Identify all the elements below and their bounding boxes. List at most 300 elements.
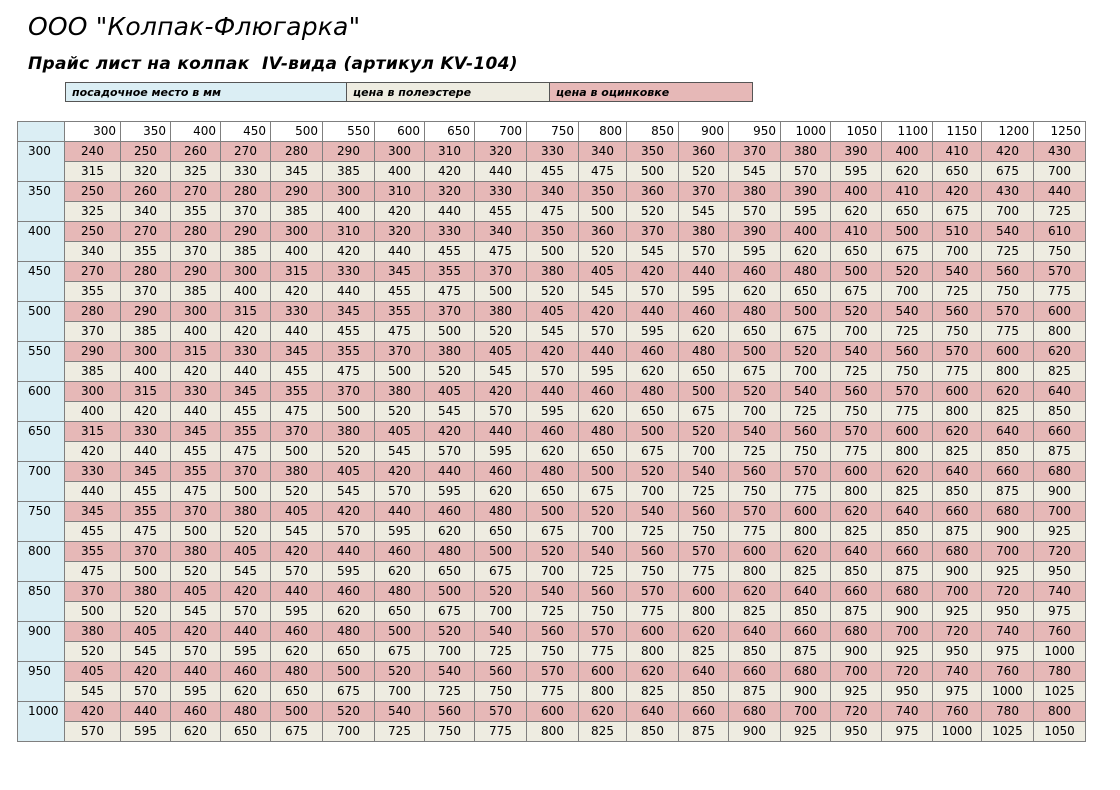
zinc-price-cell: 405 <box>527 302 579 322</box>
table-row <box>18 562 1086 582</box>
polyester-price-cell: 825 <box>882 482 933 502</box>
zinc-price-cell: 520 <box>579 502 627 522</box>
polyester-price-cell: 950 <box>831 722 882 742</box>
polyester-price-cell: 800 <box>982 362 1034 382</box>
polyester-price-cell: 725 <box>882 322 933 342</box>
polyester-price-cell: 400 <box>171 322 221 342</box>
zinc-price-cell: 560 <box>982 262 1034 282</box>
zinc-price-cell: 560 <box>679 502 729 522</box>
zinc-price-cell: 720 <box>1034 542 1086 562</box>
polyester-price-cell: 675 <box>982 162 1034 182</box>
zinc-price-cell: 330 <box>475 182 527 202</box>
zinc-price-cell: 480 <box>679 342 729 362</box>
zinc-price-cell: 520 <box>475 582 527 602</box>
polyester-price-cell: 620 <box>323 602 375 622</box>
table-row <box>18 502 1086 522</box>
zinc-price-cell: 405 <box>271 502 323 522</box>
polyester-price-cell: 650 <box>627 402 679 422</box>
polyester-price-cell: 900 <box>729 722 781 742</box>
polyester-price-cell: 400 <box>121 362 171 382</box>
zinc-price-cell: 600 <box>882 422 933 442</box>
polyester-price-cell: 595 <box>375 522 425 542</box>
polyester-price-cell: 700 <box>781 362 831 382</box>
polyester-price-cell: 440 <box>171 402 221 422</box>
zinc-price-cell: 480 <box>527 462 579 482</box>
zinc-price-cell: 460 <box>221 662 271 682</box>
polyester-price-cell: 545 <box>475 362 527 382</box>
table-row <box>18 622 1086 642</box>
polyester-price-cell: 900 <box>1034 482 1086 502</box>
polyester-price-cell: 400 <box>221 282 271 302</box>
zinc-price-cell: 300 <box>323 182 375 202</box>
zinc-price-cell: 440 <box>475 422 527 442</box>
zinc-price-cell: 430 <box>1034 142 1086 162</box>
zinc-price-cell: 480 <box>323 622 375 642</box>
polyester-price-cell: 825 <box>729 602 781 622</box>
column-header: 600 <box>375 122 425 142</box>
polyester-price-cell: 520 <box>527 282 579 302</box>
polyester-price-cell: 325 <box>171 162 221 182</box>
zinc-price-cell: 405 <box>221 542 271 562</box>
zinc-price-cell: 680 <box>729 702 781 722</box>
zinc-price-cell: 320 <box>475 142 527 162</box>
polyester-price-cell: 750 <box>679 522 729 542</box>
table-row <box>18 282 1086 302</box>
polyester-price-cell: 800 <box>527 722 579 742</box>
row-header-size: 850 <box>18 582 65 622</box>
zinc-price-cell: 345 <box>171 422 221 442</box>
zinc-price-cell: 600 <box>627 622 679 642</box>
zinc-price-cell: 570 <box>831 422 882 442</box>
polyester-price-cell: 725 <box>831 362 882 382</box>
polyester-price-cell: 595 <box>527 402 579 422</box>
column-header: 1100 <box>882 122 933 142</box>
polyester-price-cell: 520 <box>65 642 121 662</box>
zinc-price-cell: 460 <box>323 582 375 602</box>
polyester-price-cell: 675 <box>425 602 475 622</box>
polyester-price-cell: 355 <box>121 242 171 262</box>
polyester-price-cell: 545 <box>375 442 425 462</box>
polyester-price-cell: 545 <box>627 242 679 262</box>
zinc-price-cell: 345 <box>271 342 323 362</box>
polyester-price-cell: 570 <box>425 442 475 462</box>
zinc-price-cell: 355 <box>121 502 171 522</box>
polyester-price-cell: 700 <box>425 642 475 662</box>
polyester-price-cell: 650 <box>323 642 375 662</box>
polyester-price-cell: 440 <box>425 202 475 222</box>
polyester-price-cell: 825 <box>831 522 882 542</box>
zinc-price-cell: 315 <box>221 302 271 322</box>
zinc-price-cell: 460 <box>271 622 323 642</box>
polyester-price-cell: 595 <box>121 722 171 742</box>
polyester-price-cell: 875 <box>982 482 1034 502</box>
zinc-price-cell: 540 <box>627 502 679 522</box>
column-header: 550 <box>323 122 375 142</box>
zinc-price-cell: 370 <box>375 342 425 362</box>
polyester-price-cell: 325 <box>65 202 121 222</box>
zinc-price-cell: 300 <box>375 142 425 162</box>
polyester-price-cell: 750 <box>882 362 933 382</box>
zinc-price-cell: 440 <box>527 382 579 402</box>
polyester-price-cell: 700 <box>729 402 781 422</box>
zinc-price-cell: 410 <box>882 182 933 202</box>
polyester-price-cell: 650 <box>781 282 831 302</box>
column-header: 950 <box>729 122 781 142</box>
polyester-price-cell: 1025 <box>982 722 1034 742</box>
polyester-price-cell: 650 <box>579 442 627 462</box>
table-row <box>18 342 1086 362</box>
polyester-price-cell: 420 <box>375 202 425 222</box>
zinc-price-cell: 380 <box>527 262 579 282</box>
polyester-price-cell: 975 <box>982 642 1034 662</box>
polyester-price-cell: 570 <box>475 402 527 422</box>
zinc-price-cell: 290 <box>221 222 271 242</box>
polyester-price-cell: 800 <box>579 682 627 702</box>
zinc-price-cell: 290 <box>271 182 323 202</box>
polyester-price-cell: 775 <box>982 322 1034 342</box>
polyester-price-cell: 800 <box>933 402 982 422</box>
zinc-price-cell: 460 <box>579 382 627 402</box>
polyester-price-cell: 925 <box>1034 522 1086 542</box>
zinc-price-cell: 460 <box>729 262 781 282</box>
zinc-price-cell: 310 <box>323 222 375 242</box>
polyester-price-cell: 420 <box>425 162 475 182</box>
table-row <box>18 322 1086 342</box>
polyester-price-cell: 545 <box>729 162 781 182</box>
polyester-price-cell: 370 <box>221 202 271 222</box>
zinc-price-cell: 345 <box>323 302 375 322</box>
zinc-price-cell: 600 <box>729 542 781 562</box>
zinc-price-cell: 460 <box>171 702 221 722</box>
table-row <box>18 182 1086 202</box>
polyester-price-cell: 500 <box>425 322 475 342</box>
zinc-price-cell: 540 <box>831 342 882 362</box>
polyester-price-cell: 355 <box>65 282 121 302</box>
polyester-price-cell: 620 <box>375 562 425 582</box>
zinc-price-cell: 640 <box>729 622 781 642</box>
polyester-price-cell: 775 <box>627 602 679 622</box>
polyester-price-cell: 650 <box>831 242 882 262</box>
polyester-price-cell: 455 <box>221 402 271 422</box>
zinc-price-cell: 700 <box>781 702 831 722</box>
polyester-price-cell: 925 <box>831 682 882 702</box>
polyester-price-cell: 545 <box>271 522 323 542</box>
zinc-price-cell: 420 <box>579 302 627 322</box>
polyester-price-cell: 750 <box>781 442 831 462</box>
polyester-price-cell: 520 <box>425 362 475 382</box>
polyester-price-cell: 875 <box>1034 442 1086 462</box>
zinc-price-cell: 345 <box>375 262 425 282</box>
zinc-price-cell: 680 <box>831 622 882 642</box>
polyester-price-cell: 315 <box>65 162 121 182</box>
polyester-price-cell: 750 <box>627 562 679 582</box>
zinc-price-cell: 600 <box>679 582 729 602</box>
polyester-price-cell: 700 <box>882 282 933 302</box>
polyester-price-cell: 500 <box>579 202 627 222</box>
polyester-price-cell: 750 <box>729 482 781 502</box>
polyester-price-cell: 620 <box>271 642 323 662</box>
table-row <box>18 682 1086 702</box>
polyester-price-cell: 975 <box>882 722 933 742</box>
polyester-price-cell: 775 <box>1034 282 1086 302</box>
zinc-price-cell: 570 <box>882 382 933 402</box>
header-row <box>18 122 1086 142</box>
column-header: 1000 <box>781 122 831 142</box>
polyester-price-cell: 725 <box>425 682 475 702</box>
polyester-price-cell: 330 <box>221 162 271 182</box>
table-row <box>18 662 1086 682</box>
polyester-price-cell: 675 <box>933 202 982 222</box>
zinc-price-cell: 680 <box>933 542 982 562</box>
zinc-price-cell: 570 <box>1034 262 1086 282</box>
zinc-price-cell: 500 <box>679 382 729 402</box>
zinc-price-cell: 380 <box>271 462 323 482</box>
polyester-price-cell: 570 <box>781 162 831 182</box>
table-row <box>18 522 1086 542</box>
zinc-price-cell: 600 <box>527 702 579 722</box>
table-row <box>18 382 1086 402</box>
polyester-price-cell: 520 <box>679 162 729 182</box>
polyester-price-cell: 725 <box>375 722 425 742</box>
polyester-price-cell: 950 <box>933 642 982 662</box>
column-header: 1050 <box>831 122 882 142</box>
polyester-price-cell: 825 <box>579 722 627 742</box>
zinc-price-cell: 290 <box>65 342 121 362</box>
polyester-price-cell: 725 <box>1034 202 1086 222</box>
table-row <box>18 202 1086 222</box>
zinc-price-cell: 420 <box>527 342 579 362</box>
polyester-price-cell: 570 <box>221 602 271 622</box>
polyester-price-cell: 800 <box>1034 322 1086 342</box>
zinc-price-cell: 640 <box>1034 382 1086 402</box>
zinc-price-cell: 740 <box>933 662 982 682</box>
polyester-price-cell: 520 <box>121 602 171 622</box>
zinc-price-cell: 620 <box>729 582 781 602</box>
zinc-price-cell: 500 <box>579 462 627 482</box>
polyester-price-cell: 700 <box>982 202 1034 222</box>
polyester-price-cell: 385 <box>323 162 375 182</box>
zinc-price-cell: 405 <box>475 342 527 362</box>
column-header: 1250 <box>1034 122 1086 142</box>
polyester-price-cell: 850 <box>882 522 933 542</box>
polyester-price-cell: 725 <box>679 482 729 502</box>
zinc-price-cell: 400 <box>781 222 831 242</box>
zinc-price-cell: 540 <box>933 262 982 282</box>
zinc-price-cell: 380 <box>121 582 171 602</box>
zinc-price-cell: 390 <box>729 222 781 242</box>
polyester-price-cell: 455 <box>425 242 475 262</box>
zinc-price-cell: 520 <box>627 462 679 482</box>
zinc-price-cell: 390 <box>831 142 882 162</box>
polyester-price-cell: 500 <box>221 482 271 502</box>
polyester-price-cell: 620 <box>882 162 933 182</box>
polyester-price-cell: 620 <box>527 442 579 462</box>
zinc-price-cell: 405 <box>323 462 375 482</box>
zinc-price-cell: 380 <box>65 622 121 642</box>
zinc-price-cell: 700 <box>882 622 933 642</box>
zinc-price-cell: 280 <box>271 142 323 162</box>
zinc-price-cell: 290 <box>323 142 375 162</box>
polyester-price-cell: 850 <box>1034 402 1086 422</box>
zinc-price-cell: 700 <box>933 582 982 602</box>
polyester-price-cell: 675 <box>475 562 527 582</box>
row-header-size: 400 <box>18 222 65 262</box>
zinc-price-cell: 405 <box>65 662 121 682</box>
polyester-price-cell: 620 <box>781 242 831 262</box>
zinc-price-cell: 660 <box>679 702 729 722</box>
row-header-size: 700 <box>18 462 65 502</box>
zinc-price-cell: 740 <box>882 702 933 722</box>
column-header: 500 <box>271 122 323 142</box>
zinc-price-cell: 480 <box>375 582 425 602</box>
zinc-price-cell: 420 <box>933 182 982 202</box>
polyester-price-cell: 700 <box>627 482 679 502</box>
zinc-price-cell: 345 <box>65 502 121 522</box>
polyester-price-cell: 385 <box>121 322 171 342</box>
table-row <box>18 162 1086 182</box>
row-header-size: 600 <box>18 382 65 422</box>
zinc-price-cell: 560 <box>882 342 933 362</box>
zinc-price-cell: 440 <box>323 542 375 562</box>
polyester-price-cell: 900 <box>982 522 1034 542</box>
zinc-price-cell: 520 <box>375 662 425 682</box>
zinc-price-cell: 460 <box>527 422 579 442</box>
zinc-price-cell: 640 <box>781 582 831 602</box>
polyester-price-cell: 775 <box>729 522 781 542</box>
polyester-price-cell: 455 <box>121 482 171 502</box>
zinc-price-cell: 440 <box>121 702 171 722</box>
polyester-price-cell: 620 <box>475 482 527 502</box>
zinc-price-cell: 380 <box>375 382 425 402</box>
polyester-price-cell: 595 <box>729 242 781 262</box>
polyester-price-cell: 700 <box>579 522 627 542</box>
zinc-price-cell: 370 <box>679 182 729 202</box>
zinc-price-cell: 540 <box>579 542 627 562</box>
zinc-price-cell: 350 <box>527 222 579 242</box>
zinc-price-cell: 560 <box>425 702 475 722</box>
zinc-price-cell: 270 <box>221 142 271 162</box>
polyester-price-cell: 440 <box>475 162 527 182</box>
polyester-price-cell: 545 <box>323 482 375 502</box>
zinc-price-cell: 380 <box>679 222 729 242</box>
polyester-price-cell: 420 <box>171 362 221 382</box>
zinc-price-cell: 540 <box>882 302 933 322</box>
polyester-price-cell: 700 <box>831 322 882 342</box>
polyester-price-cell: 475 <box>527 202 579 222</box>
zinc-price-cell: 420 <box>425 422 475 442</box>
polyester-price-cell: 500 <box>375 362 425 382</box>
polyester-price-cell: 1000 <box>933 722 982 742</box>
polyester-price-cell: 545 <box>221 562 271 582</box>
zinc-price-cell: 360 <box>627 182 679 202</box>
polyester-price-cell: 420 <box>323 242 375 262</box>
zinc-price-cell: 480 <box>729 302 781 322</box>
polyester-price-cell: 595 <box>425 482 475 502</box>
zinc-price-cell: 440 <box>627 302 679 322</box>
polyester-price-cell: 570 <box>171 642 221 662</box>
polyester-price-cell: 455 <box>271 362 323 382</box>
zinc-price-cell: 520 <box>679 422 729 442</box>
polyester-price-cell: 545 <box>425 402 475 422</box>
zinc-price-cell: 660 <box>831 582 882 602</box>
zinc-price-cell: 440 <box>579 342 627 362</box>
polyester-price-cell: 440 <box>271 322 323 342</box>
zinc-price-cell: 355 <box>375 302 425 322</box>
zinc-price-cell: 480 <box>781 262 831 282</box>
polyester-price-cell: 500 <box>171 522 221 542</box>
polyester-price-cell: 620 <box>627 362 679 382</box>
corner-cell <box>18 122 65 142</box>
zinc-price-cell: 315 <box>65 422 121 442</box>
table-row <box>18 582 1086 602</box>
polyester-price-cell: 850 <box>679 682 729 702</box>
polyester-price-cell: 570 <box>579 322 627 342</box>
zinc-price-cell: 640 <box>933 462 982 482</box>
zinc-price-cell: 410 <box>933 142 982 162</box>
polyester-price-cell: 475 <box>121 522 171 542</box>
zinc-price-cell: 520 <box>729 382 781 402</box>
zinc-price-cell: 330 <box>425 222 475 242</box>
zinc-price-cell: 280 <box>221 182 271 202</box>
row-header-size: 450 <box>18 262 65 302</box>
zinc-price-cell: 340 <box>579 142 627 162</box>
polyester-price-cell: 650 <box>271 682 323 702</box>
zinc-price-cell: 500 <box>375 622 425 642</box>
polyester-price-cell: 500 <box>323 402 375 422</box>
polyester-price-cell: 620 <box>831 202 882 222</box>
polyester-price-cell: 570 <box>65 722 121 742</box>
polyester-price-cell: 900 <box>882 602 933 622</box>
zinc-price-cell: 300 <box>121 342 171 362</box>
polyester-price-cell: 750 <box>831 402 882 422</box>
polyester-price-cell: 620 <box>579 402 627 422</box>
zinc-price-cell: 330 <box>527 142 579 162</box>
zinc-price-cell: 460 <box>627 342 679 362</box>
polyester-price-cell: 595 <box>475 442 527 462</box>
zinc-price-cell: 405 <box>579 262 627 282</box>
polyester-price-cell: 340 <box>65 242 121 262</box>
polyester-price-cell: 420 <box>121 402 171 422</box>
zinc-price-cell: 380 <box>171 542 221 562</box>
column-header: 700 <box>475 122 527 142</box>
row-header-size: 750 <box>18 502 65 542</box>
zinc-price-cell: 380 <box>425 342 475 362</box>
polyester-price-cell: 925 <box>982 562 1034 582</box>
zinc-price-cell: 380 <box>475 302 527 322</box>
zinc-price-cell: 540 <box>375 702 425 722</box>
polyester-price-cell: 500 <box>121 562 171 582</box>
polyester-price-cell: 675 <box>375 642 425 662</box>
polyester-price-cell: 725 <box>579 562 627 582</box>
polyester-price-cell: 775 <box>475 722 527 742</box>
polyester-price-cell: 595 <box>579 362 627 382</box>
zinc-price-cell: 500 <box>831 262 882 282</box>
zinc-price-cell: 500 <box>627 422 679 442</box>
polyester-price-cell: 520 <box>221 522 271 542</box>
table-row <box>18 442 1086 462</box>
zinc-price-cell: 320 <box>425 182 475 202</box>
zinc-price-cell: 500 <box>781 302 831 322</box>
zinc-price-cell: 270 <box>65 262 121 282</box>
zinc-price-cell: 780 <box>1034 662 1086 682</box>
polyester-price-cell: 650 <box>679 362 729 382</box>
zinc-price-cell: 620 <box>933 422 982 442</box>
row-header-size: 500 <box>18 302 65 342</box>
zinc-price-cell: 440 <box>679 262 729 282</box>
polyester-price-cell: 370 <box>171 242 221 262</box>
polyester-price-cell: 520 <box>171 562 221 582</box>
zinc-price-cell: 355 <box>171 462 221 482</box>
